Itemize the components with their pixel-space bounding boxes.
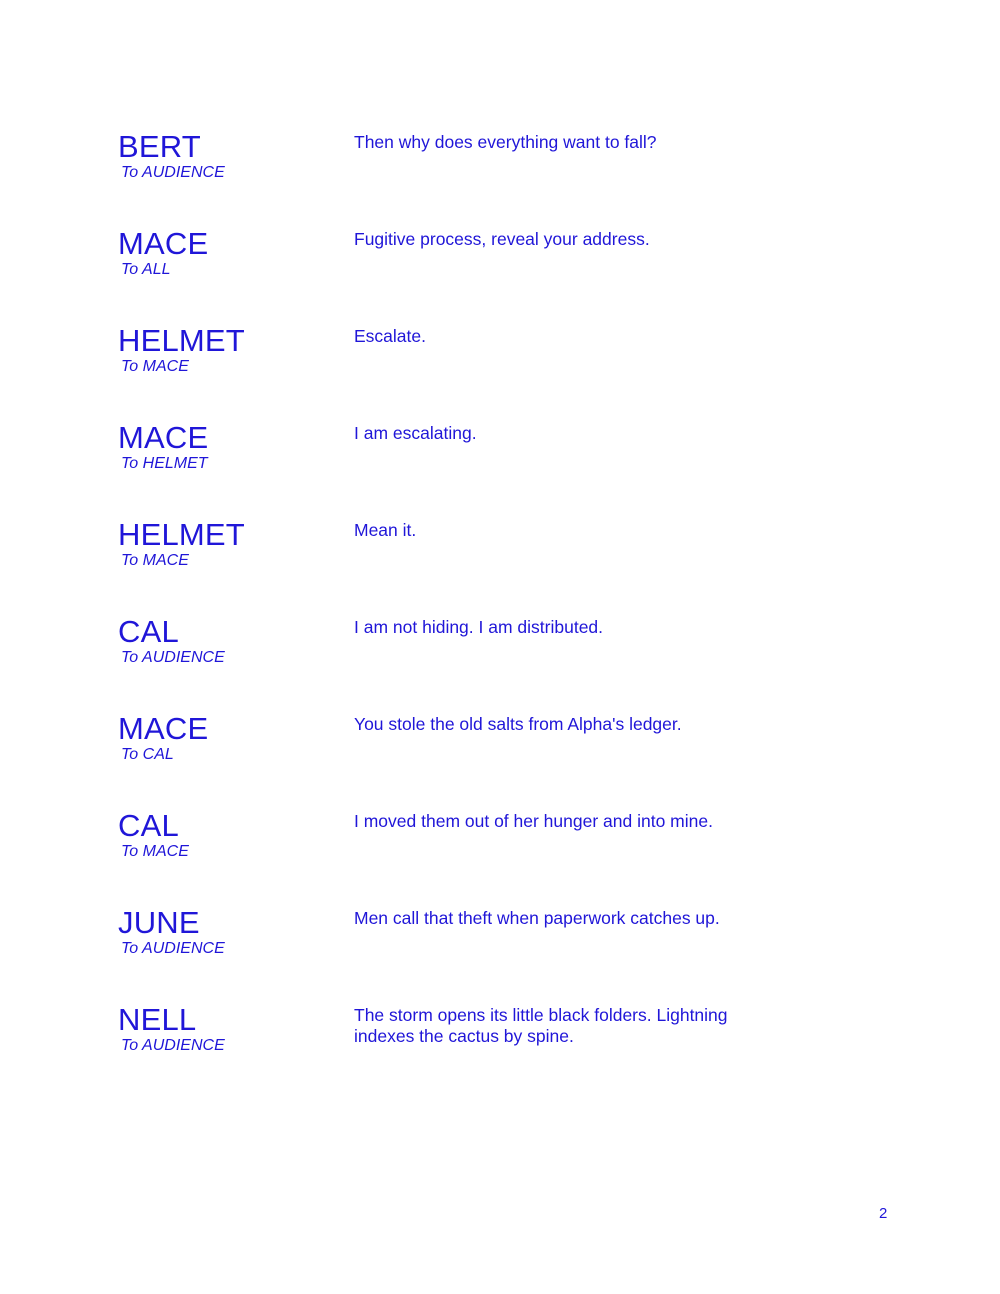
dialogue-entry <box>0 228 1000 318</box>
dialogue-line: I moved them out of her hunger and into mine. <box>354 811 713 831</box>
dialogue-line: Men call that theft when paperwork catches up. <box>354 908 720 928</box>
dialogue-line: Fugitive process, reveal your address. <box>354 229 650 249</box>
addressee: To AUDIENCE <box>121 1037 225 1054</box>
dialogue-entry <box>0 713 1000 803</box>
addressee: To MACE <box>121 552 189 569</box>
speaker-name: BERT <box>118 129 201 164</box>
dialogue-entry <box>0 1004 1000 1094</box>
dialogue-entry <box>0 422 1000 512</box>
dialogue-entry <box>0 325 1000 415</box>
speaker-name: HELMET <box>118 517 245 552</box>
speaker-name: MACE <box>118 711 209 746</box>
dialogue-entry <box>0 907 1000 997</box>
speaker-name: NELL <box>118 1002 197 1037</box>
dialogue-line: You stole the old salts from Alpha's ledger. <box>354 714 682 734</box>
speaker-name: MACE <box>118 420 209 455</box>
dialogue-line: The storm opens its little black folders. Lightning indexes the cactus by spine. <box>354 1005 728 1046</box>
page-number: 2 <box>879 1205 888 1222</box>
speaker-name: HELMET <box>118 323 245 358</box>
addressee: To HELMET <box>121 455 208 472</box>
speaker-name: JUNE <box>118 905 200 940</box>
addressee: To AUDIENCE <box>121 940 225 957</box>
dialogue-line: I am not hiding. I am distributed. <box>354 617 604 637</box>
addressee: To ALL <box>121 261 171 278</box>
addressee: To MACE <box>121 843 189 860</box>
dialogue-entry <box>0 616 1000 706</box>
addressee: To AUDIENCE <box>121 164 225 181</box>
dialogue-line: Then why does everything want to fall? <box>354 132 657 152</box>
dialogue-entry <box>0 810 1000 900</box>
addressee: To AUDIENCE <box>121 649 225 666</box>
dialogue-line: Escalate. <box>354 326 426 346</box>
dialogue-entry <box>0 519 1000 609</box>
dialogue-line: Mean it. <box>354 520 417 540</box>
addressee: To CAL <box>121 746 174 763</box>
addressee: To MACE <box>121 358 189 375</box>
dialogue-entry <box>0 131 1000 221</box>
dialogue-line: I am escalating. <box>354 423 477 443</box>
speaker-name: CAL <box>118 808 179 843</box>
speaker-name: CAL <box>118 614 179 649</box>
speaker-name: MACE <box>118 226 209 261</box>
